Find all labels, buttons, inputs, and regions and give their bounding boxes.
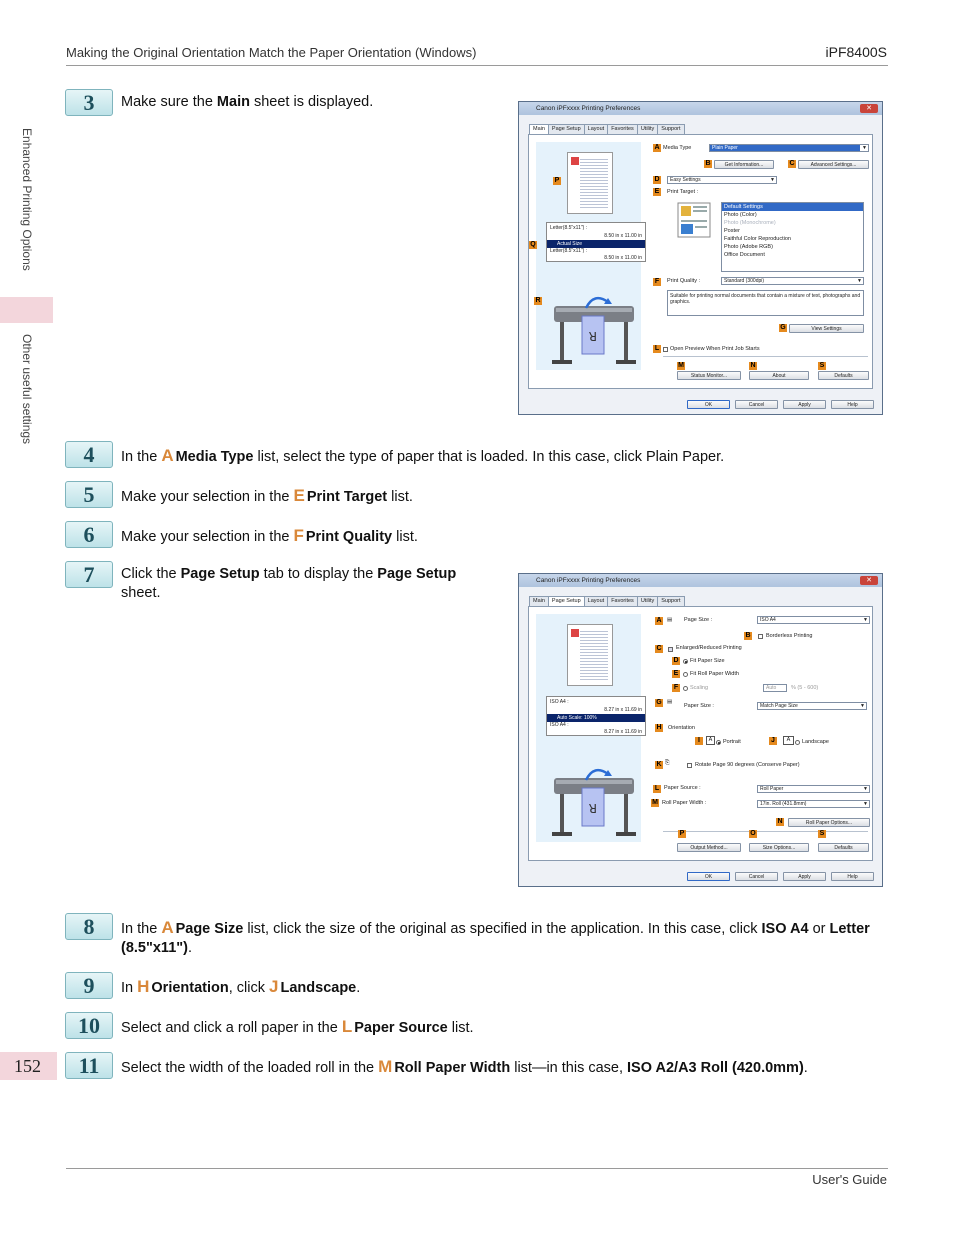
roll-paper-options-button[interactable]: Roll Paper Options... xyxy=(788,818,870,827)
list-item[interactable]: Photo (Adobe RGB) xyxy=(724,244,773,250)
tab-bar xyxy=(529,596,684,606)
orientation-label: Orientation xyxy=(668,725,695,731)
callout-e: E xyxy=(673,670,679,677)
callout-m: M xyxy=(652,799,658,806)
cancel-button[interactable]: Cancel xyxy=(735,872,778,881)
paper-source-select[interactable]: Roll Paper ▼ xyxy=(757,785,870,793)
paper-preview xyxy=(567,624,613,686)
advanced-settings-button[interactable]: Advanced Settings... xyxy=(798,160,869,169)
step-text-10: Select and click a roll paper in the L Paper Source list. xyxy=(121,1017,474,1036)
callout-o: O xyxy=(750,830,756,837)
callout-d: D xyxy=(673,657,679,664)
step-badge-5: 5 xyxy=(65,481,113,508)
paper-preview xyxy=(567,152,613,214)
help-button[interactable]: Help xyxy=(831,400,874,409)
dialog-footer xyxy=(519,866,882,886)
roll-width-select[interactable]: 17in. Roll (431.8mm) ▼ xyxy=(757,800,870,808)
list-item[interactable]: Default Settings xyxy=(722,203,863,211)
callout-k: K xyxy=(656,761,662,768)
sidebar-chapter: Enhanced Printing Options xyxy=(20,128,34,271)
footer-rule xyxy=(66,1168,888,1169)
easy-settings-select[interactable]: Easy Settings ▼ xyxy=(667,176,777,184)
chevron-down-icon: ▼ xyxy=(863,801,868,807)
defaults-button[interactable]: Defaults xyxy=(818,371,869,380)
tab-main[interactable]: Main xyxy=(529,596,549,606)
print-target-label: Print Target : xyxy=(667,189,699,195)
enlarged-checkbox[interactable] xyxy=(668,647,673,652)
tab-layout[interactable]: Layout xyxy=(584,596,609,606)
callout-a: A xyxy=(656,617,662,624)
landscape-radio[interactable] xyxy=(795,740,800,745)
step-text-3: Make sure the Main sheet is displayed. xyxy=(121,94,374,110)
get-information-button[interactable]: Get Information... xyxy=(714,160,774,169)
tab-page-setup[interactable]: Page Setup xyxy=(548,596,585,606)
rotate-page-icon: ⎘ xyxy=(665,760,670,766)
chevron-down-icon: ▼ xyxy=(863,617,868,623)
step-text-4: In the A Media Type list, select the type of paper that is loaded. In this case, click Plain Paper. xyxy=(121,446,725,465)
page-size-icon: ▤ xyxy=(667,617,673,623)
callout-m: M xyxy=(678,362,684,369)
callout-c: C xyxy=(656,645,662,652)
running-header-title: Making the Original Orientation Match the Paper Orientation (Windows) xyxy=(66,45,477,60)
callout-s: S xyxy=(819,830,825,837)
rotate-page-checkbox[interactable] xyxy=(687,763,692,768)
chevron-down-icon: ▼ xyxy=(857,278,862,284)
size-options-button[interactable]: Size Options... xyxy=(749,843,809,852)
footer-guide: User's Guide xyxy=(812,1172,887,1187)
callout-g: G xyxy=(780,324,786,331)
scaling-range: % (5 - 600) xyxy=(791,685,819,691)
roll-width-label: Roll Paper Width : xyxy=(662,800,707,806)
print-target-thumbnail xyxy=(677,202,711,238)
media-type-label: Media Type xyxy=(663,145,692,151)
open-preview-label: Open Preview When Print Job Starts xyxy=(670,346,760,352)
print-quality-select[interactable]: Standard (300dpi) ▼ xyxy=(721,277,864,285)
apply-button[interactable]: Apply xyxy=(783,872,826,881)
page-setup-panel xyxy=(528,606,873,861)
paper-size-label: Paper Size : xyxy=(684,703,714,709)
svg-text:R: R xyxy=(588,801,597,815)
callout-a: A xyxy=(654,144,660,151)
step-text-8: In the A Page Size list, click the size of the original as specified in the application. In this case, click ISO A4 or Letter (8.5"x11"). xyxy=(121,918,870,956)
tab-support[interactable]: Support xyxy=(657,596,684,606)
sidebar-section: Other useful settings xyxy=(20,334,34,445)
preview-area xyxy=(536,614,641,842)
step-badge-11: 11 xyxy=(65,1052,113,1079)
tab-utility[interactable]: Utility xyxy=(637,124,658,134)
step-badge-9: 9 xyxy=(65,972,113,999)
fit-paper-radio[interactable] xyxy=(683,659,688,664)
dialog-footer xyxy=(519,394,882,414)
tab-favorites[interactable]: Favorites xyxy=(607,596,638,606)
fit-roll-label: Fit Roll Paper Width xyxy=(690,671,739,677)
tab-page-setup[interactable]: Page Setup xyxy=(548,124,585,134)
step-badge-3: 3 xyxy=(65,89,113,116)
step-badge-7: 7 xyxy=(65,561,113,588)
ok-button[interactable]: OK xyxy=(687,400,730,409)
defaults-button[interactable]: Defaults xyxy=(818,843,869,852)
ok-button[interactable]: OK xyxy=(687,872,730,881)
borderless-checkbox[interactable] xyxy=(758,634,763,639)
callout-p: P xyxy=(679,830,685,837)
step-text-6: Make your selection in the F Print Quality list. xyxy=(121,526,418,545)
rotate-page-label: Rotate Page 90 degrees (Conserve Paper) xyxy=(695,762,800,768)
step-badge-6: 6 xyxy=(65,521,113,548)
step-text-5: Make your selection in the E Print Target list. xyxy=(121,486,413,505)
cancel-button[interactable]: Cancel xyxy=(735,400,778,409)
callout-h: H xyxy=(656,724,662,731)
list-item[interactable]: Faithful Color Reproduction xyxy=(724,236,791,242)
callout-b: B xyxy=(705,160,711,167)
tab-support[interactable]: Support xyxy=(657,124,684,134)
printer-illustration xyxy=(546,288,641,368)
step-badge-10: 10 xyxy=(65,1012,113,1039)
portrait-label: Portrait xyxy=(723,739,741,745)
borderless-label: Borderless Printing xyxy=(766,633,813,639)
enlarged-label: Enlarged/Reduced Printing xyxy=(676,645,742,651)
callout-r: R xyxy=(535,297,541,304)
tab-favorites[interactable]: Favorites xyxy=(607,124,638,134)
header-rule xyxy=(66,65,888,66)
landscape-label: Landscape xyxy=(802,739,829,745)
callout-g: G xyxy=(656,699,662,706)
callout-j: J xyxy=(769,737,777,745)
paper-source-label: Paper Source : xyxy=(664,785,701,791)
landscape-icon: A xyxy=(783,736,794,745)
tab-main[interactable]: Main xyxy=(529,124,549,134)
callout-p: P xyxy=(554,177,560,184)
callout-i: I xyxy=(695,737,703,745)
about-button[interactable]: About xyxy=(749,371,809,380)
scaling-radio[interactable] xyxy=(683,686,688,691)
scaling-input[interactable]: Auto xyxy=(763,684,787,692)
quality-description: Suitable for printing normal documents that contain a mixture of text, photographs and graphics. xyxy=(667,290,864,316)
svg-text:R: R xyxy=(588,329,597,343)
status-monitor-button[interactable]: Status Monitor... xyxy=(677,371,741,380)
side-tab-marker xyxy=(0,297,53,323)
apply-button[interactable]: Apply xyxy=(783,400,826,409)
chevron-down-icon: ▼ xyxy=(860,703,865,709)
close-icon[interactable]: ✕ xyxy=(860,576,878,585)
callout-s: S xyxy=(819,362,825,369)
dialog-title: Canon iPFxxxx Printing Preferences ✕ xyxy=(519,102,882,115)
chevron-down-icon: ▼ xyxy=(770,177,775,183)
page-size-label: Page Size : xyxy=(684,617,713,623)
callout-d: D xyxy=(654,176,660,183)
list-item[interactable]: Photo (Monochrome) xyxy=(724,220,776,226)
callout-f: F xyxy=(654,278,660,285)
step-badge-8: 8 xyxy=(65,913,113,940)
size-info-box: Letter(8.5"x11") : 8.50 in x 11.00 in Actual Size Letter(8.5"x11") : 8.50 in x 11.00 in xyxy=(546,222,646,262)
callout-e: E xyxy=(654,188,660,195)
dialog-page-setup-sheet xyxy=(518,573,883,887)
chevron-down-icon: ▼ xyxy=(862,145,867,151)
running-header-model: iPF8400S xyxy=(825,44,887,60)
preview-area xyxy=(536,142,641,370)
media-type-select[interactable]: Plain Paper ▼ xyxy=(709,144,869,152)
paper-size-select[interactable]: Match Page Size ▼ xyxy=(757,702,867,710)
close-icon[interactable]: ✕ xyxy=(860,104,878,113)
callout-n: N xyxy=(777,818,783,825)
list-item[interactable]: Office Document xyxy=(724,252,765,258)
callout-b: B xyxy=(745,632,751,639)
step-text-11: Select the width of the loaded roll in the M Roll Paper Width list—in this case, ISO A2/A3 Roll (420.0mm). xyxy=(121,1057,808,1076)
printer-illustration xyxy=(546,760,641,840)
portrait-radio[interactable] xyxy=(716,740,721,745)
open-preview-checkbox[interactable] xyxy=(663,347,668,352)
step-badge-4: 4 xyxy=(65,441,113,468)
fit-roll-radio[interactable] xyxy=(683,672,688,677)
print-target-list[interactable] xyxy=(721,202,864,272)
callout-n: N xyxy=(750,362,756,369)
tab-layout[interactable]: Layout xyxy=(584,124,609,134)
fit-paper-label: Fit Paper Size xyxy=(690,658,725,664)
view-settings-button[interactable]: View Settings xyxy=(789,324,864,333)
print-quality-label: Print Quality : xyxy=(667,278,701,284)
page-size-select[interactable]: ISO A4 ▼ xyxy=(757,616,870,624)
callout-q: Q xyxy=(530,241,536,248)
tab-utility[interactable]: Utility xyxy=(637,596,658,606)
callout-l: L xyxy=(654,785,660,792)
portrait-icon: A xyxy=(706,736,715,745)
output-method-button[interactable]: Output Method... xyxy=(677,843,741,852)
tab-bar xyxy=(529,124,684,134)
scaling-label: Scaling xyxy=(690,685,709,691)
list-item[interactable]: Photo (Color) xyxy=(724,212,757,218)
page-number: 152 xyxy=(14,1056,41,1076)
size-info-box: ISO A4 : 8.27 in x 11.69 in Auto Scale: 100% ISO A4 : 8.27 in x 11.69 in xyxy=(546,696,646,736)
step-text-7: Click the Page Setup tab to display the Page Setup sheet. xyxy=(121,566,457,601)
dialog-title: Canon iPFxxxx Printing Preferences ✕ xyxy=(519,574,882,587)
list-item[interactable]: Poster xyxy=(724,228,740,234)
callout-f: F xyxy=(673,684,679,691)
chevron-down-icon: ▼ xyxy=(863,786,868,792)
callout-c: C xyxy=(789,160,795,167)
callout-l: L xyxy=(654,345,660,352)
paper-size-icon: ▤ xyxy=(667,699,673,705)
dialog-main-sheet xyxy=(518,101,883,415)
main-panel xyxy=(528,134,873,389)
help-button[interactable]: Help xyxy=(831,872,874,881)
step-text-9: In H Orientation, click J Landscape. xyxy=(121,977,361,996)
